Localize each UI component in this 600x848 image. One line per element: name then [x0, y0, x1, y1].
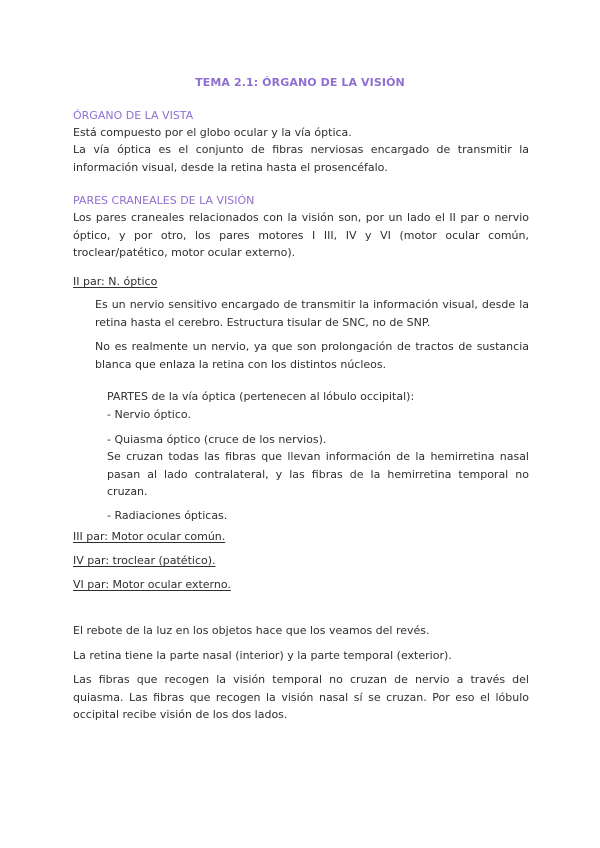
par6-label: VI par: Motor ocular externo.	[73, 578, 231, 591]
par3-label: III par: Motor ocular común.	[73, 530, 226, 543]
note-fibras-cruce: Las fibras que recogen la visión temporal no cruzan de nervio a través del quiasma. Las fibras que recogen la visión nasal sí se cruzan. Por eso el lóbulo occipital recibe visión de los dos lados.	[73, 673, 529, 721]
par2-paragraph-1: Es un nervio sensitivo encargado de transmitir la información visual, desde la retina hasta el cerebro. Estructura tisular de SNC, no de SNP.	[95, 298, 529, 329]
par2-label: II par: N. óptico	[73, 275, 158, 288]
section-heading-pares-craneales: PARES CRANEALES DE LA VISIÓN	[73, 194, 255, 207]
section-heading-organo-vista: ÓRGANO DE LA VISTA	[73, 109, 194, 122]
par4-label: IV par: troclear (patético).	[73, 554, 216, 567]
part-quiasma-description: Se cruzan todas las fibras que llevan información de la hemirretina nasal pasan al lado contralateral, y las fibras de la hemirretina temporal no cruzan.	[107, 450, 529, 498]
parts-title: PARTES de la vía óptica (pertenecen al lóbulo occipital):	[107, 390, 415, 403]
note-rebote-luz: El rebote de la luz en los objetos hace que los veamos del revés.	[73, 624, 430, 637]
note-retina-partes: La retina tiene la parte nasal (interior) y la parte temporal (exterior).	[73, 649, 452, 662]
part-quiasma-optico: - Quiasma óptico (cruce de los nervios).	[107, 433, 327, 446]
part-radiaciones-opticas: - Radiaciones ópticas.	[107, 509, 228, 522]
section1-intro-line: Está compuesto por el globo ocular y la vía óptica.	[73, 126, 352, 139]
part-nervio-optico: - Nervio óptico.	[107, 408, 191, 421]
section1-paragraph: La vía óptica es el conjunto de fibras nerviosas encargado de transmitir la información visual, desde la retina hasta el prosencéfalo.	[73, 143, 529, 174]
section2-paragraph: Los pares craneales relacionados con la visión son, por un lado el II par o nervio óptico, y por otro, los pares motores I III, IV y VI (motor ocular común, troclear/patético, motor ocular externo).	[73, 211, 529, 259]
par2-paragraph-2: No es realmente un nervio, ya que son prolongación de tractos de sustancia blanca que enlaza la retina con los distintos núcleos.	[95, 340, 529, 371]
document-title: TEMA 2.1: ÓRGANO DE LA VISIÓN	[195, 76, 405, 89]
